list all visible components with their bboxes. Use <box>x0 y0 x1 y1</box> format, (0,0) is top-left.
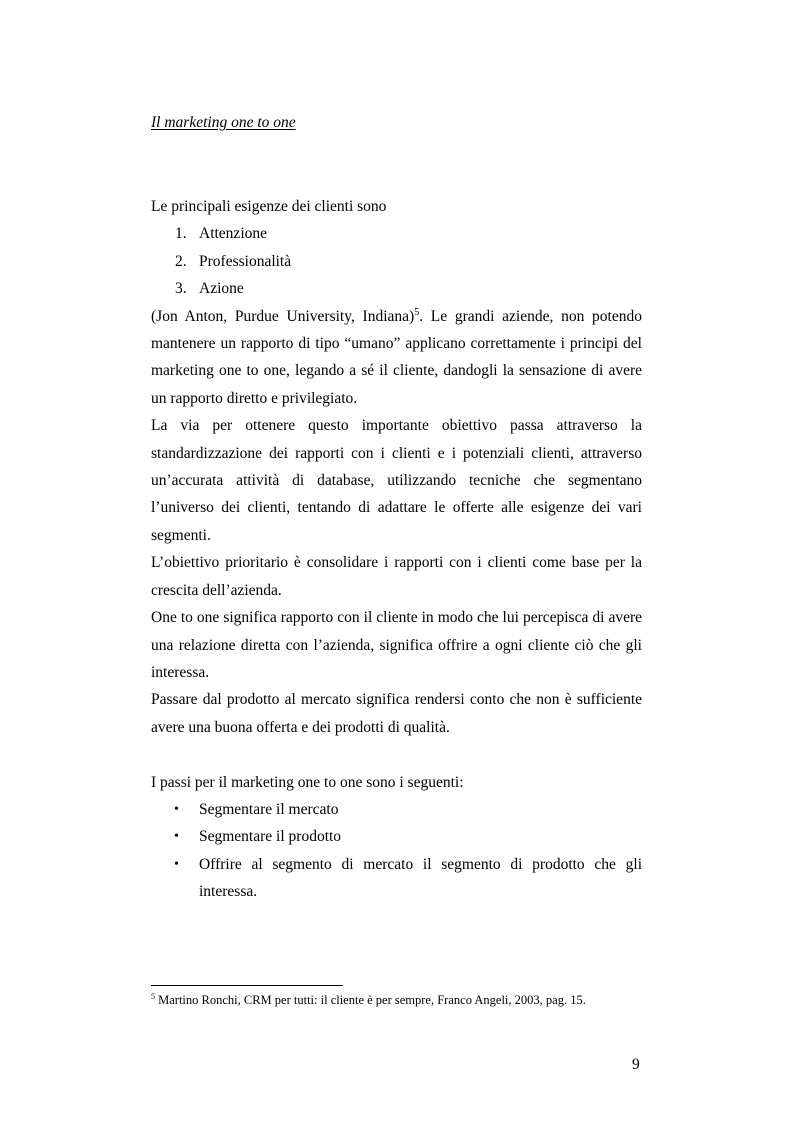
bullet-icon: • <box>174 801 179 817</box>
paragraph-2: La via per ottenere questo importante obiettivo passa attraverso la standardizzazione dei rapporti con i clienti e i potenziali clienti, attraverso un’accurata attività di database, utilizzando tecniche che segmentano l’universo dei clienti, tentando di adattare le offerte alle esigenze dei vari segmenti. <box>151 417 642 544</box>
list-item-label: Segmentare il mercato <box>199 800 339 818</box>
needs-list <box>151 220 642 302</box>
paragraph-3: L’obiettivo prioritario è consolidare i rapporti con i clienti come base per la crescita dell’azienda. <box>151 554 642 599</box>
section-heading: Il marketing one to one <box>151 114 296 131</box>
steps-intro: I passi per il marketing one to one sono i seguenti: <box>151 773 464 791</box>
list-item-label: Offrire al segmento di mercato il segmento di prodotto che gli interessa. <box>199 855 642 901</box>
list-item <box>151 851 642 906</box>
steps-list <box>151 796 642 906</box>
bullet-icon: • <box>174 829 179 845</box>
list-item-number: 3. <box>175 280 187 298</box>
list-item <box>151 823 642 850</box>
list-item-number: 1. <box>175 225 187 243</box>
paragraph-1 <box>151 303 642 413</box>
footnote-reference: 5 <box>414 306 420 318</box>
footnote <box>151 993 586 1008</box>
list-item <box>151 796 642 823</box>
list-item-number: 2. <box>175 252 187 270</box>
paragraph-gap <box>151 741 642 768</box>
bullet-icon: • <box>174 856 179 872</box>
footnote-text: Martino Ronchi, CRM per tutti: il cliente è per sempre, Franco Angeli, 2003, pag. 15. <box>155 993 586 1007</box>
paragraph-1-text: . Le grandi aziende, non potendo mantenere un rapporto di tipo “umano” applicano correttamente i principi del marketing one to one, legando a sé il cliente, dandogli la sensazione di avere un rapporto diretto e privilegiato. <box>151 307 642 407</box>
page-number: 9 <box>632 1056 640 1073</box>
list-item <box>151 275 642 302</box>
footnote-divider <box>151 985 343 986</box>
list-item-label: Professionalità <box>199 252 292 270</box>
footnote-number: 5 <box>151 991 155 1001</box>
list-item-label: Segmentare il prodotto <box>199 828 342 846</box>
paragraph-5: Passare dal prodotto al mercato significa rendersi conto che non è sufficiente avere una buona offerta e dei prodotti di qualità. <box>151 691 642 736</box>
needs-intro: Le principali esigenze dei clienti sono <box>151 198 387 215</box>
list-item-label: Azione <box>199 280 244 298</box>
citation: (Jon Anton, Purdue University, Indiana) <box>151 307 415 325</box>
list-item <box>151 220 642 247</box>
list-item <box>151 248 642 275</box>
list-item-label: Attenzione <box>199 225 268 243</box>
body-text <box>151 193 642 906</box>
paragraph-4: One to one significa rapporto con il cliente in modo che lui percepisca di avere una relazione diretta con l’azienda, significa offrire a ogni cliente ciò che gli interessa. <box>151 609 642 681</box>
